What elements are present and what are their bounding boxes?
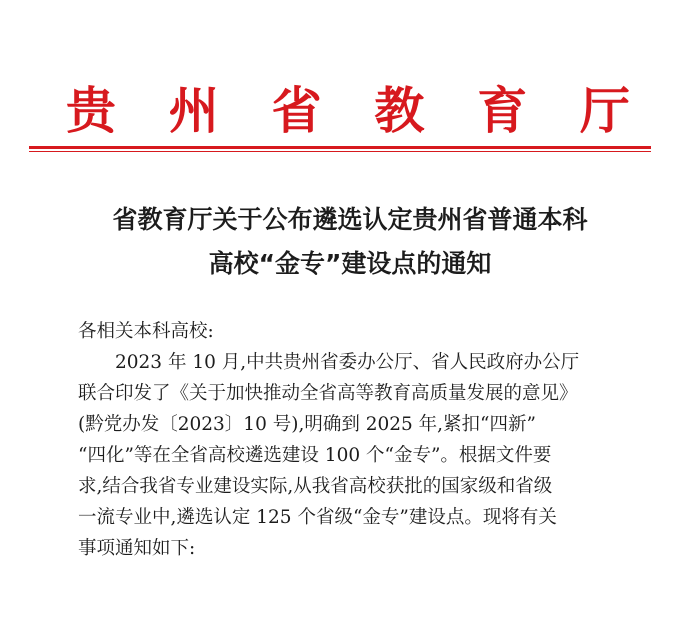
document-title-line-2: 高校“金专”建设点的通知 — [208, 249, 492, 278]
paragraph-line: 2023 年 10 月,中共贵州省委办公厅、省人民政府办公厅 — [115, 352, 580, 373]
paragraph-line: 一流专业中,遴选认定 125 个省级“金专”建设点。现将有关 — [78, 507, 557, 528]
paragraph-line: (黔党办发〔2023〕10 号),明确到 2025 年,紧扣“四新” — [78, 414, 536, 435]
salutation: 各相关本科高校: — [78, 321, 214, 342]
letterhead-title — [58, 72, 638, 142]
letterhead-char: 厅 — [579, 81, 630, 140]
letterhead-divider-thin — [29, 151, 651, 152]
paragraph-line: 事项通知如下: — [78, 538, 196, 559]
letterhead-divider-thick — [29, 146, 651, 149]
document-title — [40, 198, 660, 286]
letterhead-char: 教 — [374, 81, 425, 140]
letterhead — [0, 72, 681, 142]
paragraph-line: 联合印发了《关于加快推动全省高等教育高质量发展的意见》 — [78, 383, 578, 404]
document-body — [78, 316, 638, 564]
letterhead-char: 州 — [168, 81, 219, 140]
letterhead-char: 贵 — [66, 81, 116, 140]
body-paragraph — [78, 347, 638, 564]
letterhead-char: 育 — [477, 81, 528, 140]
paragraph-line: “四化”等在全省高校遴选建设 100 个“金专”。根据文件要 — [78, 445, 552, 466]
document-title-line-1: 省教育厅关于公布遴选认定贵州省普通本科 — [112, 205, 588, 234]
paragraph-line: 求,结合我省专业建设实际,从我省高校获批的国家级和省级 — [78, 476, 553, 497]
letterhead-char: 省 — [271, 81, 322, 140]
